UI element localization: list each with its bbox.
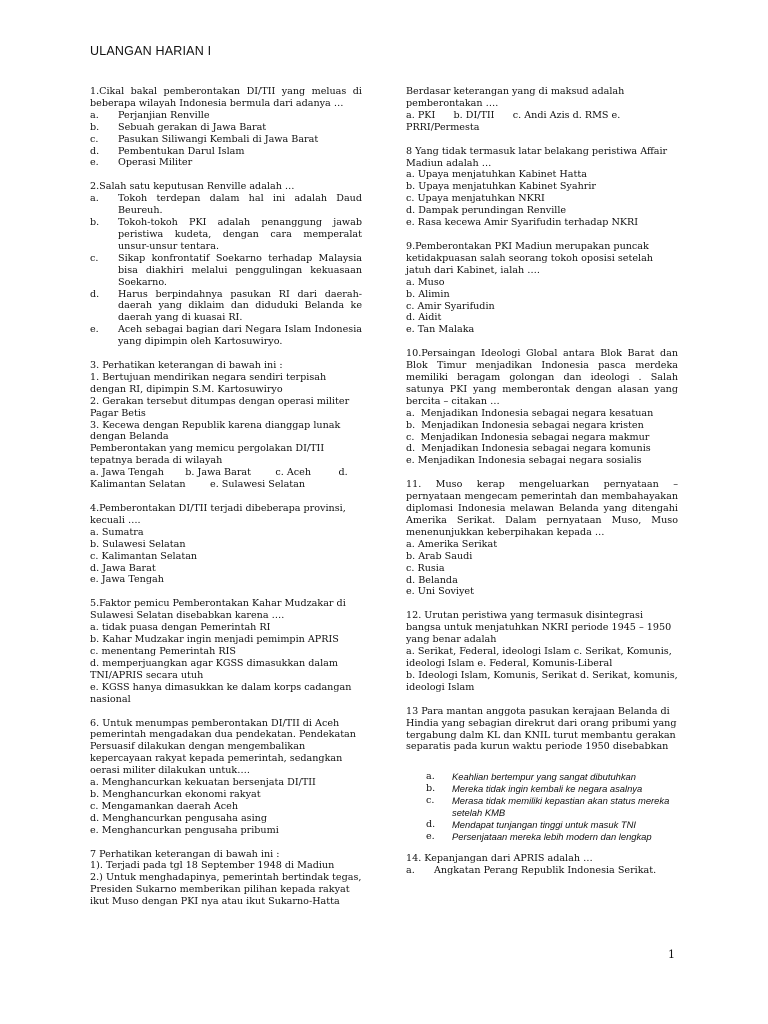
option: d. Menjadikan Indonesia sebagai negara komunis [406,443,651,455]
option: a. Amerika Serikat [406,538,498,550]
option: e. Persenjataan mereka lebih modern dan lengkap [426,830,652,842]
options-line: b. Ideologi Islam, Komunis, Serikat d. Serikat, komunis, ideologi Islam [406,669,678,693]
question-14 [406,853,678,877]
question-text: 2.Salah satu keputusan Renville adalah … [90,181,295,193]
statement: 3. Kecewa dengan Republik karena dianggap lunak dengan Belanda [90,419,341,443]
option: c. menentang Pemerintah RIS [90,645,236,657]
option: b. Tokoh-tokoh PKI adalah penanggung jawab peristiwa kudeta, dengan cara memperalat unsur-unsur tentara. [90,217,362,252]
right-column [406,86,678,889]
option: c. Merasa tidak memiliki kepastian akan status mereka setelah KMB [426,795,670,819]
option: a. Muso [406,276,445,288]
question-3 [90,360,362,491]
options-line: a. Jawa Tengah b. Jawa Barat c. Aceh d. [90,467,348,479]
option: e. Uni Soviyet [406,586,474,598]
option: c. Kalimantan Selatan [90,550,198,562]
option: a. Menghancurkan kekuatan bersenjata DI/TII [90,777,316,789]
options-line: PRRI/Permesta [406,121,480,133]
statement: 1. Bertujuan mendirikan negara sendiri terpisah dengan RI, dipimpin S.M. Kartosuwiryo [90,371,327,395]
option: a. tidak puasa dengan Pemerintah RI [90,622,271,634]
question-text: 13 Para mantan anggota pasukan kerajaan Belanda di Hindia yang sebagian direkrut dari orang pribumi yang tergabung dalm KL dan KNIL turut membantu gerakan separatis pada kurun waktu periode 1950 disebabkan [406,705,677,753]
option: c. Rusia [406,562,445,574]
question-text: 6. Untuk menumpas pemberontakan DI/TII di Aceh pemerintah mengadakan dua pendekatan. Pendekatan Persuasif dilakukan dengan mengembalikan kepercayaan rakyat kepada pemerintah, sedangkan oerasi militer dilakukan untuk…. [90,717,356,777]
option: c. Sikap konfrontatif Soekarno terhadap Malaysia bisa diakhiri melalui penggulingan kekuasaan Soekarno. [90,252,362,288]
option: a. Menjadikan Indonesia sebagai negara kesatuan [406,407,654,419]
page-number: 1 [668,948,675,961]
option: d. Mendapat tunjangan tinggi untuk masuk TNI [426,818,636,830]
question-text: 14. Kepanjangan dari APRIS adalah … [406,852,593,864]
option: a. Sumatra [90,526,144,538]
option: a. Keahlian bertempur yang sangat dibutuhkan [426,771,636,783]
option: c. Upaya menjatuhkan NKRI [406,193,545,205]
question-text: 8 Yang tidak termasuk latar belakang peristiwa Affair Madiun adalah … [406,145,668,169]
question-text: 4.Pemberontakan DI/TII terjadi dibeberapa provinsi, kecuali …. [90,503,346,526]
option: d. Jawa Barat [90,562,156,574]
question-4 [90,503,362,586]
option: b. Kahar Mudzakar ingin menjadi pemimpin APRIS [90,634,339,646]
question-9 [406,241,678,336]
option: e. Rasa kecewa Amir Syarifudin terhadap NKRI [406,217,639,229]
option: d. Harus berpindahnya pasukan RI dari daerah-daerah yang diklaim dan diduduki Belanda ke daerah yang di kuasai RI. [90,288,362,324]
option: c. Amir Syarifudin [406,300,495,312]
option: d. Aidit [406,312,442,324]
statement: Pemberontakan yang memicu pergolakan DI/TII tepatnya berada di wilayah [90,443,325,467]
option: e. Menghancurkan pengusaha pribumi [90,824,279,836]
left-column [90,86,362,920]
question-6 [90,718,362,837]
statement: 1). Terjadi pada tgl 18 September 1948 di Madiun [90,860,335,872]
option: e. Tan Malaka [406,324,475,336]
statement: 2.) Untuk menghadapinya, pemerintah bertindak tegas, Presiden Sukarno memberikan pilihan kepada rakyat ikut Muso dengan PKI nya atau ikut Sukarno-Hatta [90,872,362,908]
question-text: 3. Perhatikan keterangan di bawah ini : [90,360,283,372]
option: b. Upaya menjatuhkan Kabinet Syahrir [406,181,596,193]
question-5 [90,598,362,705]
question-1 [90,86,362,169]
question-text: 9.Pemberontakan PKI Madiun merupakan puncak ketidakpuasan salah seorang tokoh oposisi setelah jatuh dari Kabinet, ialah …. [406,240,653,276]
option: a. Tokoh terdepan dalam hal ini adalah Daud Beureuh. [90,193,362,217]
question-12 [406,610,678,693]
question-text: 11. Muso kerap mengeluarkan pernyataan – pernyataan mengecam pemerintah dan membahayakan diplomasi Indonesia melawan Belanda yang ditengahi Amerika Serikat. Dalam pernyataan Muso, Muso menenunjukkan keberpihakan kepada … [406,479,678,538]
question-13 [406,706,678,843]
question-text: 5.Faktor pemicu Pemberontakan Kahar Mudzakar di Sulawesi Selatan disebabkan karena …. [90,598,346,622]
options-line: a. PKI b. DI/TII c. Andi Azis d. RMS e. [406,109,621,121]
option: b. Alimin [406,288,450,300]
option: d. Menghancurkan pengusaha asing [90,812,267,824]
question-text: 10.Persaingan Ideologi Global antara Blok Barat dan Blok Timur menjadikan Indonesia pasca merdeka memiliki beragam golongan dan ideologi . Salah satunya PKI yang memberontak dengan alasan yang bercita – citakan … [406,348,678,407]
question-7-continued [406,86,678,134]
question-10 [406,348,678,467]
option: e. Menjadikan Indonesia sebagai negara sosialis [406,455,642,467]
option: b. Mereka tidak ingin kembali ke negara asalnya [426,783,643,795]
question-11 [406,479,678,598]
question-7 [90,849,362,909]
option: b. Sulawesi Selatan [90,538,186,550]
option: a. Perjanjian Renville [90,109,210,121]
option: b. Menjadikan Indonesia sebagai negara kristen [406,419,644,431]
question-text: 1.Cikal bakal pemberontakan DI/TII yang meluas di beberapa wilayah Indonesia bermula dari adanya … [90,86,362,109]
question-text: 12. Urutan peristiwa yang termasuk disintegrasi bangsa untuk menjatuhkan NKRI periode 1945 – 1950 yang benar adalah [406,610,672,646]
option: e. Aceh sebagai bagian dari Negara Islam Indonesia yang dipimpin oleh Kartosuwiryo. [90,324,362,348]
statement: 2. Gerakan tersebut ditumpas dengan operasi militer Pagar Betis [90,395,350,419]
option: c. Pasukan Siliwangi Kembali di Jawa Barat [90,133,319,145]
option: d. Belanda [406,574,458,586]
question-text: 7 Perhatikan keterangan di bawah ini : [90,848,280,860]
option: b. Arab Saudi [406,550,473,562]
option: d. Pembentukan Darul Islam [90,145,245,157]
options-line: Kalimantan Selatan e. Sulawesi Selatan [90,479,306,491]
options-line: a. Serikat, Federal, ideologi Islam c. Serikat, Komunis, ideologi Islam e. Federal, Komunis-Liberal [406,646,672,669]
option: c. Menjadikan Indonesia sebagai negara makmur [406,431,650,443]
question-8 [406,146,678,229]
option: a. Angkatan Perang Republik Indonesia Serikat. [406,864,657,876]
option: b. Menghancurkan ekonomi rakyat [90,788,261,800]
question-2 [90,181,362,348]
option: a. Upaya menjatuhkan Kabinet Hatta [406,169,587,181]
option: d. Dampak perundingan Renville [406,205,567,217]
option: b. Sebuah gerakan di Jawa Barat [90,121,267,133]
option: c. Mengamankan daerah Aceh [90,800,239,812]
option: e. Jawa Tengah [90,574,164,586]
question-text: Berdasar keterangan yang di maksud adalah pemberontakan …. [406,86,625,109]
option: d. memperjuangkan agar KGSS dimasukkan dalam TNI/APRIS secara utuh [90,657,338,681]
option: e. Operasi Militer [90,157,193,169]
option: e. KGSS hanya dimasukkan ke dalam korps cadangan nasional [90,681,352,705]
page-title: ULANGAN HARIAN I [90,44,212,58]
